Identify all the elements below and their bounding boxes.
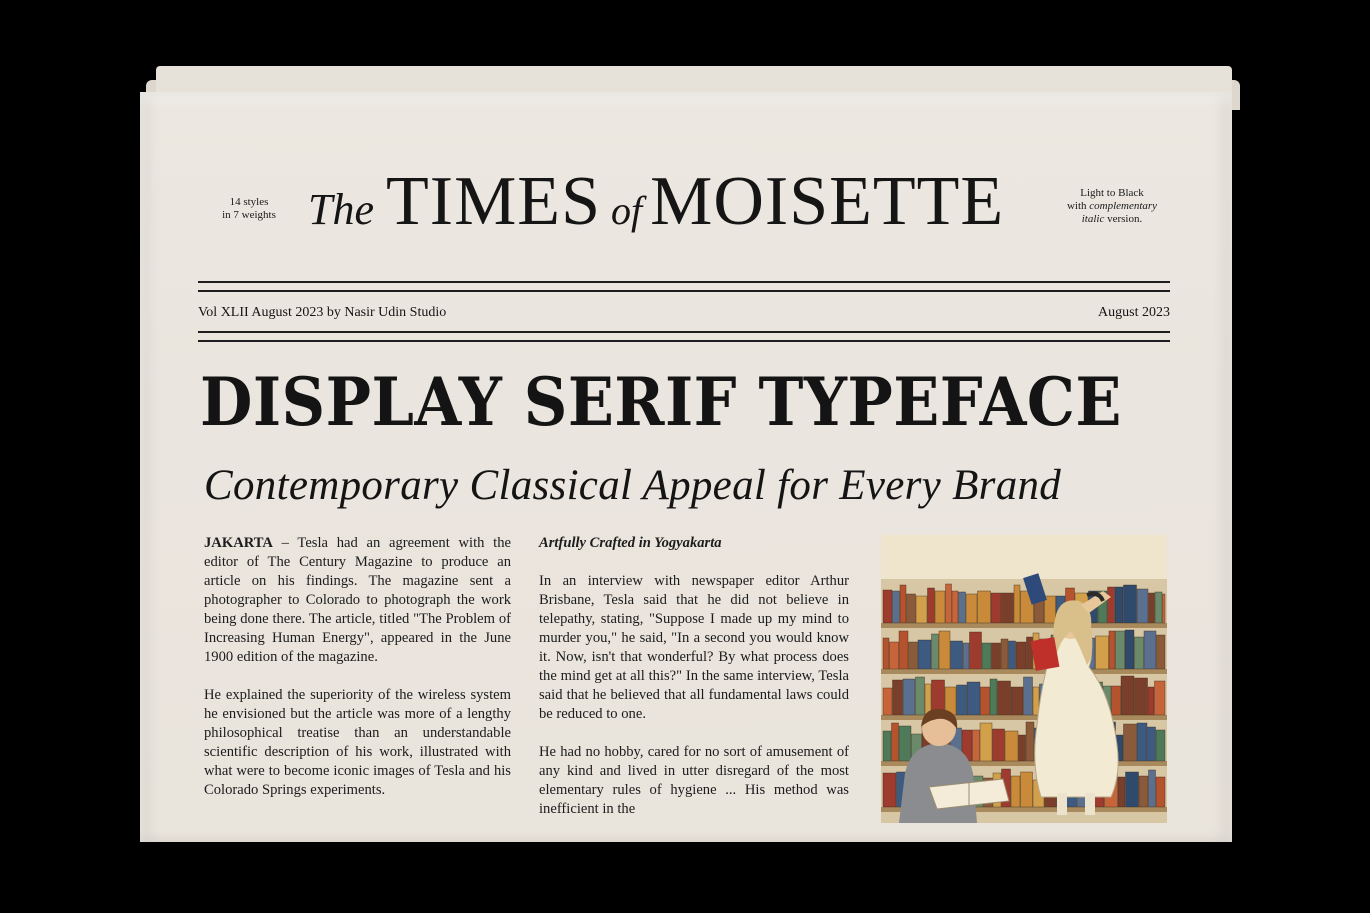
column-two-paragraph-2: He had no hobby, cared for no sort of amusement of any kind and lived in utter disregard of the most elementary rules of hygiene ... His method was inefficient in the — [539, 744, 849, 817]
masthead-times: TIMES — [386, 163, 601, 240]
masthead-moisette: MOISETTE — [650, 163, 1005, 240]
library-illustration — [881, 535, 1167, 823]
column-two-kicker: Artfully Crafted in Yogyakarta — [539, 535, 722, 551]
column-one-paragraph-1-text: – Tesla had an agreement with the editor of The Century Magazine to produce an article on his findings. The magazine sent a photographer to Colorado to photograph the work being done there. The article, titled "The Problem of Increasing Human Energy", appeared in the June 1900 edition of the magazine. — [204, 535, 511, 665]
masthead-of: of — [611, 188, 643, 233]
weights-note-line3 — [1054, 213, 1170, 226]
weights-note-suffix: version. — [1104, 213, 1143, 225]
styles-note-line1: 14 styles — [229, 196, 269, 208]
headline: DISPLAY SERIF TYPEFACE — [200, 363, 1122, 441]
masthead-title — [308, 162, 1038, 252]
issue-date: August 2023 — [1098, 305, 1170, 320]
weights-note — [1054, 187, 1170, 226]
column-one-dateline: JAKARTA — [204, 535, 273, 551]
weights-note-italic-word: complementary — [1089, 200, 1158, 212]
article-column-one — [204, 534, 511, 819]
top-double-rule — [198, 281, 1170, 292]
styles-note — [214, 196, 284, 222]
column-one-paragraph-2: He explained the superiority of the wireless system he envisioned but the article was more of a lengthy philosophical treatise than an understandable scientific description of his work, illustrated with what were to become iconic images of Tesla and his Colorado Springs experiments. — [204, 687, 511, 798]
library-illustration-art — [881, 535, 1167, 823]
issue-volume: Vol XLII August 2023 by Nasir Udin Studio — [198, 305, 447, 320]
styles-note-line2: in 7 weights — [222, 209, 276, 221]
issue-dateline — [198, 305, 1170, 321]
bottom-double-rule — [198, 331, 1170, 342]
weights-note-line1: Light to Black — [1080, 187, 1144, 199]
weights-note-line2 — [1054, 200, 1170, 213]
column-one-paragraph-1 — [204, 534, 511, 667]
weights-note-prefix: with — [1066, 200, 1090, 212]
column-two-paragraph-1: In an interview with newspaper editor Arthur Brisbane, Tesla said that he did not believe in telepathy, stating, "Suppose I made up my mind to murder you," he said, "In a second you would know it. Now, isn't that wonderful? By what process does the mind get at all this?" In the same interview, Tesla said that he believed that all fundamental laws could be reduced to one. — [539, 573, 849, 722]
subheadline: Contemporary Classical Appeal for Every Brand — [204, 462, 1062, 509]
weights-note-italic-label: italic — [1081, 213, 1105, 225]
article-column-two — [539, 534, 849, 838]
newspaper-page — [140, 92, 1232, 842]
masthead-the: The — [308, 185, 374, 234]
